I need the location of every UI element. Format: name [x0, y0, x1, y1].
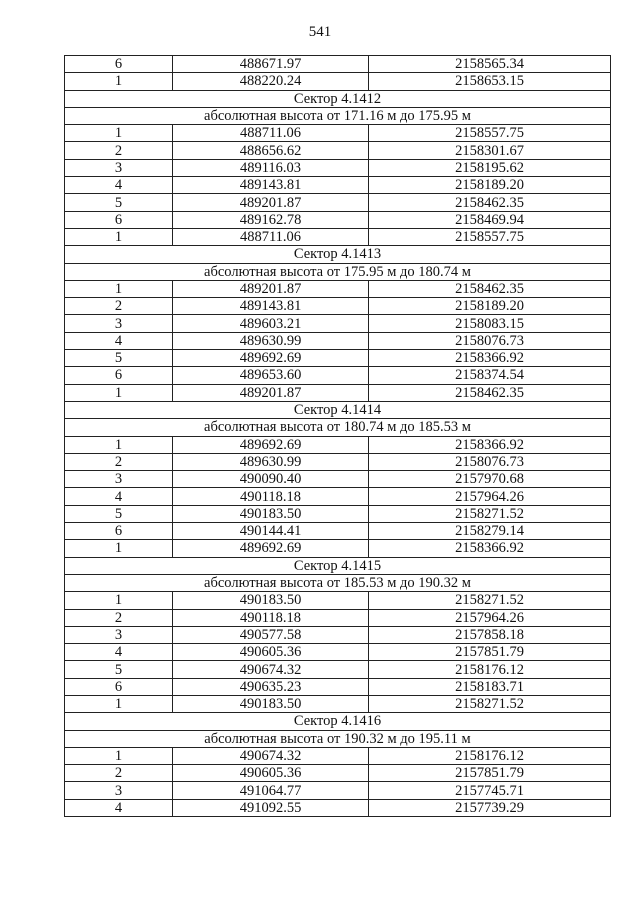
x-coordinate-cell: 490183.50 [173, 695, 369, 712]
y-coordinate-cell: 2158366.92 [369, 350, 611, 367]
x-coordinate-cell: 489116.03 [173, 159, 369, 176]
point-number-cell: 1 [65, 228, 173, 245]
point-number-cell: 5 [65, 661, 173, 678]
y-coordinate-cell: 2157970.68 [369, 471, 611, 488]
x-coordinate-cell: 489162.78 [173, 211, 369, 228]
x-coordinate-cell: 488656.62 [173, 142, 369, 159]
y-coordinate-cell: 2158189.20 [369, 298, 611, 315]
y-coordinate-cell: 2158557.75 [369, 125, 611, 142]
table-row [65, 194, 611, 211]
y-coordinate-cell: 2157858.18 [369, 626, 611, 643]
point-number-cell: 6 [65, 367, 173, 384]
sector-title-row [65, 401, 611, 418]
x-coordinate-cell: 488220.24 [173, 73, 369, 90]
table-row [65, 56, 611, 73]
point-number-cell: 6 [65, 56, 173, 73]
point-number-cell: 1 [65, 73, 173, 90]
table-row [65, 280, 611, 297]
point-number-cell: 3 [65, 626, 173, 643]
sector-title: Сектор 4.1413 [65, 246, 611, 263]
x-coordinate-cell: 488711.06 [173, 125, 369, 142]
y-coordinate-cell: 2158374.54 [369, 367, 611, 384]
point-number-cell: 3 [65, 315, 173, 332]
table-row [65, 695, 611, 712]
sector-altitude-row [65, 263, 611, 280]
table-row [65, 73, 611, 90]
point-number-cell: 1 [65, 280, 173, 297]
table-row [65, 799, 611, 816]
y-coordinate-cell: 2158271.52 [369, 505, 611, 522]
x-coordinate-cell: 489630.99 [173, 453, 369, 470]
y-coordinate-cell: 2158301.67 [369, 142, 611, 159]
y-coordinate-cell: 2158176.12 [369, 661, 611, 678]
y-coordinate-cell: 2158076.73 [369, 332, 611, 349]
y-coordinate-cell: 2158565.34 [369, 56, 611, 73]
y-coordinate-cell: 2158183.71 [369, 678, 611, 695]
point-number-cell: 5 [65, 350, 173, 367]
sector-altitude-row [65, 419, 611, 436]
point-number-cell: 4 [65, 177, 173, 194]
y-coordinate-cell: 2157851.79 [369, 765, 611, 782]
y-coordinate-cell: 2157964.26 [369, 609, 611, 626]
page-number: 541 [308, 24, 332, 40]
y-coordinate-cell: 2158176.12 [369, 747, 611, 764]
y-coordinate-cell: 2157739.29 [369, 799, 611, 816]
sector-altitude-row [65, 730, 611, 747]
sector-altitude-row [65, 107, 611, 124]
table-row [65, 350, 611, 367]
x-coordinate-cell: 488711.06 [173, 228, 369, 245]
x-coordinate-cell: 490605.36 [173, 644, 369, 661]
y-coordinate-cell: 2158271.52 [369, 695, 611, 712]
y-coordinate-cell: 2158189.20 [369, 177, 611, 194]
y-coordinate-cell: 2158469.94 [369, 211, 611, 228]
table-row [65, 228, 611, 245]
y-coordinate-cell: 2158653.15 [369, 73, 611, 90]
table-row [65, 505, 611, 522]
table-row [65, 436, 611, 453]
point-number-cell: 2 [65, 298, 173, 315]
x-coordinate-cell: 490183.50 [173, 505, 369, 522]
sector-altitude: абсолютная высота от 190.32 м до 195.11 м [65, 730, 611, 747]
x-coordinate-cell: 490674.32 [173, 661, 369, 678]
table-row [65, 142, 611, 159]
point-number-cell: 3 [65, 782, 173, 799]
y-coordinate-cell: 2158462.35 [369, 384, 611, 401]
sector-title: Сектор 4.1412 [65, 90, 611, 107]
point-number-cell: 1 [65, 592, 173, 609]
y-coordinate-cell: 2158462.35 [369, 194, 611, 211]
y-coordinate-cell: 2158076.73 [369, 453, 611, 470]
table-row [65, 678, 611, 695]
table-row [65, 332, 611, 349]
table-row [65, 315, 611, 332]
table-row [65, 626, 611, 643]
sector-altitude: абсолютная высота от 185.53 м до 190.32 м [65, 574, 611, 591]
x-coordinate-cell: 489201.87 [173, 280, 369, 297]
y-coordinate-cell: 2158083.15 [369, 315, 611, 332]
sector-title-row [65, 557, 611, 574]
table-row [65, 747, 611, 764]
point-number-cell: 1 [65, 540, 173, 557]
sector-title: Сектор 4.1415 [65, 557, 611, 574]
sector-altitude: абсолютная высота от 175.95 м до 180.74 м [65, 263, 611, 280]
point-number-cell: 2 [65, 765, 173, 782]
coordinates-table-body [65, 56, 611, 817]
point-number-cell: 1 [65, 695, 173, 712]
point-number-cell: 4 [65, 332, 173, 349]
point-number-cell: 2 [65, 453, 173, 470]
table-row [65, 298, 611, 315]
x-coordinate-cell: 490605.36 [173, 765, 369, 782]
x-coordinate-cell: 490674.32 [173, 747, 369, 764]
y-coordinate-cell: 2158271.52 [369, 592, 611, 609]
sector-altitude: абсолютная высота от 171.16 м до 175.95 м [65, 107, 611, 124]
point-number-cell: 6 [65, 211, 173, 228]
x-coordinate-cell: 491064.77 [173, 782, 369, 799]
point-number-cell: 6 [65, 678, 173, 695]
point-number-cell: 1 [65, 436, 173, 453]
table-row [65, 609, 611, 626]
point-number-cell: 2 [65, 609, 173, 626]
x-coordinate-cell: 488671.97 [173, 56, 369, 73]
x-coordinate-cell: 491092.55 [173, 799, 369, 816]
table-row [65, 661, 611, 678]
x-coordinate-cell: 489692.69 [173, 540, 369, 557]
x-coordinate-cell: 489692.69 [173, 350, 369, 367]
y-coordinate-cell: 2158557.75 [369, 228, 611, 245]
x-coordinate-cell: 490090.40 [173, 471, 369, 488]
table-row [65, 765, 611, 782]
x-coordinate-cell: 489692.69 [173, 436, 369, 453]
table-row [65, 644, 611, 661]
point-number-cell: 1 [65, 384, 173, 401]
y-coordinate-cell: 2158279.14 [369, 523, 611, 540]
point-number-cell: 5 [65, 505, 173, 522]
point-number-cell: 4 [65, 799, 173, 816]
table-row [65, 367, 611, 384]
table-row [65, 177, 611, 194]
point-number-cell: 5 [65, 194, 173, 211]
table-row [65, 159, 611, 176]
table-row [65, 125, 611, 142]
y-coordinate-cell: 2157964.26 [369, 488, 611, 505]
sector-title-row [65, 713, 611, 730]
point-number-cell: 6 [65, 523, 173, 540]
table-row [65, 453, 611, 470]
table-row [65, 523, 611, 540]
table-row [65, 384, 611, 401]
point-number-cell: 2 [65, 142, 173, 159]
x-coordinate-cell: 489630.99 [173, 332, 369, 349]
y-coordinate-cell: 2158366.92 [369, 436, 611, 453]
x-coordinate-cell: 489143.81 [173, 298, 369, 315]
y-coordinate-cell: 2157851.79 [369, 644, 611, 661]
table-row [65, 592, 611, 609]
x-coordinate-cell: 490183.50 [173, 592, 369, 609]
sector-altitude-row [65, 574, 611, 591]
x-coordinate-cell: 489201.87 [173, 384, 369, 401]
x-coordinate-cell: 489603.21 [173, 315, 369, 332]
y-coordinate-cell: 2157745.71 [369, 782, 611, 799]
x-coordinate-cell: 490144.41 [173, 523, 369, 540]
x-coordinate-cell: 489653.60 [173, 367, 369, 384]
table-row [65, 471, 611, 488]
sector-title-row [65, 90, 611, 107]
coordinates-table [64, 55, 611, 817]
x-coordinate-cell: 490577.58 [173, 626, 369, 643]
sector-altitude: абсолютная высота от 180.74 м до 185.53 м [65, 419, 611, 436]
x-coordinate-cell: 490118.18 [173, 488, 369, 505]
sector-title: Сектор 4.1416 [65, 713, 611, 730]
sector-title-row [65, 246, 611, 263]
x-coordinate-cell: 489143.81 [173, 177, 369, 194]
point-number-cell: 3 [65, 471, 173, 488]
point-number-cell: 3 [65, 159, 173, 176]
y-coordinate-cell: 2158462.35 [369, 280, 611, 297]
point-number-cell: 4 [65, 644, 173, 661]
sector-title: Сектор 4.1414 [65, 401, 611, 418]
x-coordinate-cell: 490118.18 [173, 609, 369, 626]
x-coordinate-cell: 489201.87 [173, 194, 369, 211]
y-coordinate-cell: 2158195.62 [369, 159, 611, 176]
point-number-cell: 1 [65, 125, 173, 142]
table-row [65, 211, 611, 228]
table-row [65, 540, 611, 557]
point-number-cell: 4 [65, 488, 173, 505]
table-row [65, 488, 611, 505]
point-number-cell: 1 [65, 747, 173, 764]
y-coordinate-cell: 2158366.92 [369, 540, 611, 557]
x-coordinate-cell: 490635.23 [173, 678, 369, 695]
table-row [65, 782, 611, 799]
